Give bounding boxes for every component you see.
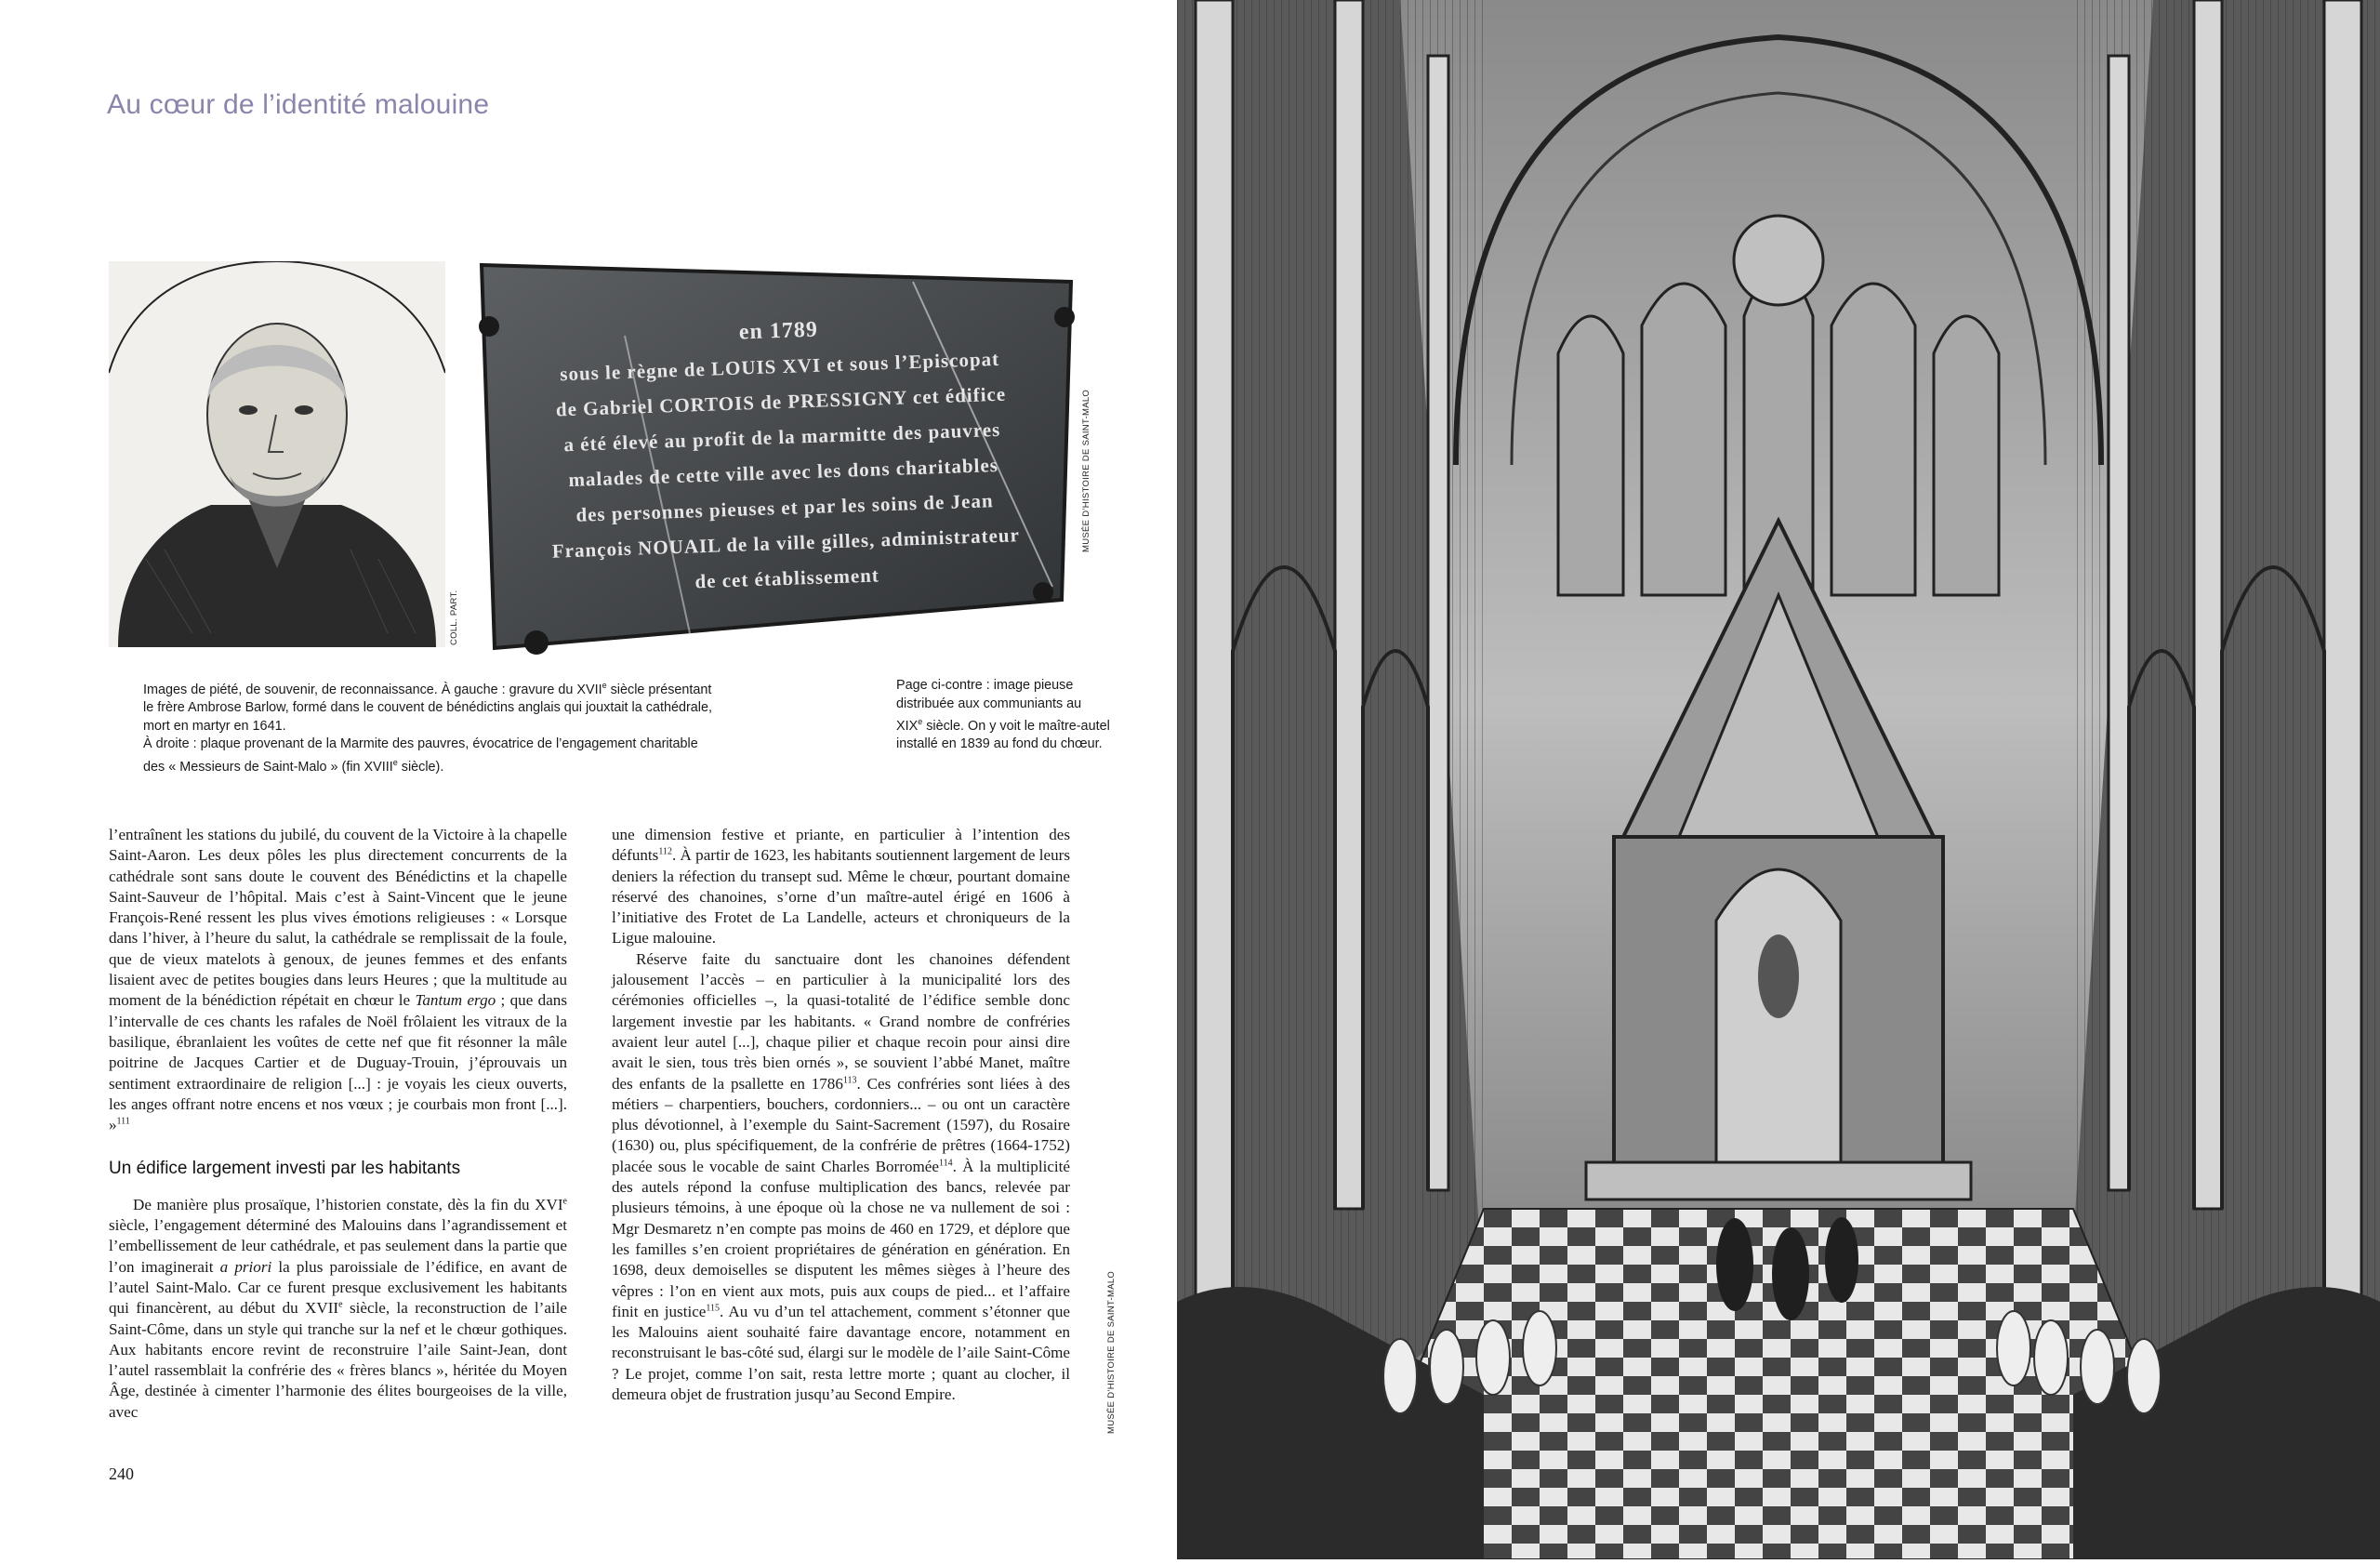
page-number: 240 [109, 1465, 134, 1483]
section-subheading: Un édifice largement investi par les habitants [109, 1159, 461, 1179]
portrait-credit: COLL. PART. [449, 590, 459, 645]
plaque-line: en 1789 [738, 317, 819, 345]
plaque-photo [476, 261, 1078, 661]
caption-left-paragraph: Images de piété, de souvenir, de reconnaissance. À gauche : gravure du XVIIe siècle présentant le frère Ambrose Barlow, formé dans le couvent de bénédictins anglais qui jouxtait la cathédrale, mort en martyr en 1641. [143, 681, 712, 734]
plaque-line: de Gabriel CORTOIS de PRESSIGNY cet édifice [555, 382, 1007, 421]
plaque-line: de cet établissement [694, 563, 880, 593]
body-paragraph: l’entraînent les stations du jubilé, du couvent de la Victoire à la chapelle Saint-Aaron. Les deux pôles les plus directement concurrents de la cathédrale sont sans doute le couvent des Bénédictins et la chapelle Saint-Sauveur de l’hôpital. Mais c’est à Saint-Vincent que le jeune François-René ressent les plus vives émotions religieuses : « Lorsque dans l’hiver, à l’heure du salut, la cathédrale se remplissait de la foule, que de vieux matelots à genoux, de jeunes femmes et des enfants lisaient avec de petites bougies dans leurs Heures ; que la multitude au moment de la bénédiction répétait en chœur le Tantum ergo ; que dans l’intervalle de ces chants les rafales de Noël frôlaient les vitraux de la basilique, ébranlaient les voûtes de cette nef que fit résonner la mâle poitrine de Jacques Cartier et de Duguay-Trouin, j’éprouvais un sentiment extraordinaire de religion [...] : je voyais les cieux ouverts, les anges offrant notre encens et nos vœux ; je courbais mon front [...]. »$^{111}$ [109, 826, 567, 1134]
caption-right: Page ci-contre : image pieuse distribuée aux communiants au XIXe siècle. On y voit le maître-autel installé en 1839 au fond du chœur. [896, 678, 1110, 752]
body-paragraph: De manière plus prosaïque, l’historien constate, dès la fin du XVIe siècle, l’engagement déterminé des Malouins dans l’agrandissement et l’embellissement de leur cathédrale, et pas seulement dans la partie que l’on imaginerait a priori la plus paroissiale de l’édifice, en avant de l’autel Saint-Malo. Car ce furent presque exclusivement les habitants qui financèrent, au début du XVIIe siècle, la reconstruction de l’aile Saint-Côme, dans un style qui tranche sur la nef et le chœur gothiques. Aux habitants encore revint de reconstruire l’aile Saint-Jean, dont l’autel rassemblait la confrérie des « frères blancs », héritée du Moyen Âge, destinée à cimenter l’harmonie des élites bourgeoises de la ville, avec [109, 1195, 568, 1421]
body-column-2 [612, 825, 1070, 1405]
portrait-engraving [109, 261, 445, 647]
plaque-credit: MUSÉE D’HISTOIRE DE SAINT-MALO [1081, 389, 1091, 552]
plaque-line: a été élevé au profit de la marmitte des pauvres [563, 418, 1001, 457]
plaque-line: malades de cette ville avec les dons charitables [568, 453, 999, 492]
running-head: Au cœur de l’identité malouine [107, 89, 490, 120]
engraving-credit: MUSÉE D’HISTOIRE DE SAINT-MALO [1106, 1270, 1117, 1434]
body-paragraph: Réserve faite du sanctuaire dont les chanoines défendent jalousement l’accès – en particulier à la municipalité lors des cérémonies officielles –, la quasi-totalité de l’édifice semble donc largement investie par les habitants. « Grand nombre de confréries avaient leur autel [...], chaque pilier et chaque recoin pour ainsi dire avait le sien, tous très bien ornés », se souvient l’abbé Manet, maître des enfants de la psallette en 1786$^{113}$. Ces confréries sont liées à des métiers – charpentiers, bouchers, cordonniers... – ou ont un caractère plus dévotionnel, à l’exemple du Saint-Sacrement (1597), du Rosaire (1630) ou, plus spécifiquement, de la confrérie de prêtres (1664-1752) placée sous le vocable de saint Charles Borromée$^{114}$. À la multiplicité des autels répond la confuse multiplication des bancs, relevée par plusieurs témoins, à une époque où la chose ne va nullement de soi : Mgr Desmaretz n’en compte pas moins de 460 en 1729, et déplore que les familles s’en croient propriétaires de génération en génération. En 1698, deux demoiselles se disputent les mêmes sièges à l’heure des vêpres : l’on en vient aux mots, puis aux coups de pied... et l’affaire finit en justice$^{115}$. Au vu d’un tel attachement, comment s’étonner que les Malouins aient souhaité faire davantage encore, notamment en reconstruisant le bas-côté sud, élargi sur le modèle de l’aile Saint-Côme ? Le projet, comme l’on sait, resta lettre morte ; quant au clocher, il demeura objet de frustration jusqu’au Second Empire. [612, 949, 1070, 1404]
cathedral-interior-engraving [1177, 0, 2380, 1559]
body-column-1 [109, 825, 567, 1423]
plaque-line: des personnes pieuses et par les soins de Jean [575, 489, 994, 526]
caption-left-paragraph: À droite : plaque provenant de la Marmite des pauvres, évocatrice de l’engagement charitable des « Messieurs de Saint-Malo » (fin XVIIIe siècle). [143, 736, 698, 775]
body-paragraph: une dimension festive et priante, en particulier à l’intention des défunts$^{112}$. À partir de 1623, les habitants soutiennent largement de leurs deniers la réfection du transept sud. Même le chœur, pourtant domaine réservé des chanoines, s’orne d’un maître-autel érigé en 1606 à l’initiative des Frotet de La Landelle, acteurs et chroniqueurs de la Ligue malouine. [612, 826, 1070, 948]
plaque-inscription [509, 304, 1057, 605]
caption-left [143, 677, 721, 776]
plaque-line: François NOUAIL de la ville gilles, administrateur [551, 524, 1021, 563]
plaque-line: sous le règne de LOUIS XVI et sous l’Episcopat [559, 347, 1000, 386]
